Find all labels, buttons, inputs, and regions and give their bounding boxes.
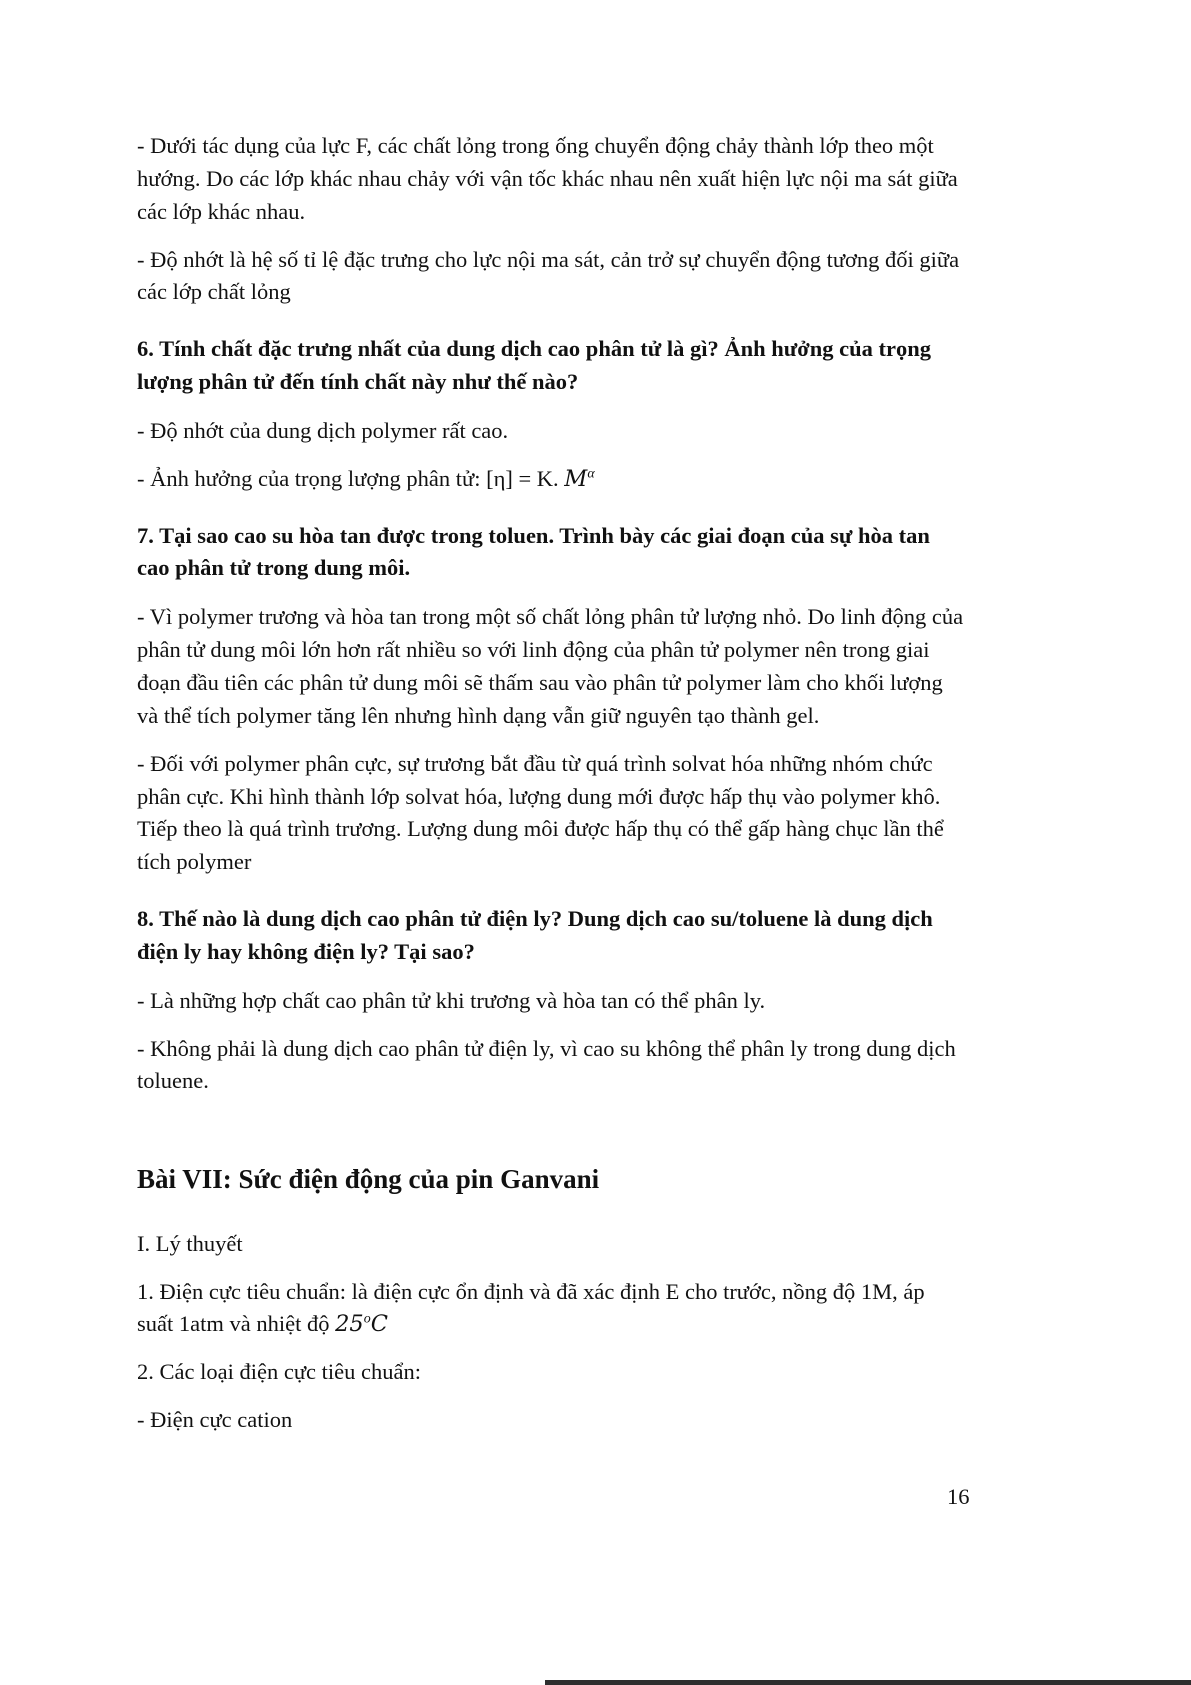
- bottom-edge-bar: [545, 1680, 1191, 1685]
- temperature-unit: C: [370, 1311, 388, 1338]
- document-content: [137, 130, 965, 1452]
- question-8-answer-1: - Là những hợp chất cao phân tử khi trương và hòa tan có thể phân ly.: [137, 987, 766, 1013]
- page-number: 16: [947, 1484, 970, 1509]
- electrode-cation-item: - Điện cực cation: [137, 1407, 293, 1433]
- paragraph-viscosity-definition: - Độ nhớt là hệ số tỉ lệ đặc trưng cho lực nội ma sát, cản trở sự chuyển động tương đối giữa các lớp chất lỏng: [137, 246, 960, 305]
- formula-exponent-alpha: α: [587, 466, 595, 482]
- theory-label: I. Lý thuyết: [137, 1230, 243, 1256]
- temperature-degree-sup: o: [363, 1311, 371, 1327]
- temperature-value: 25: [335, 1311, 364, 1338]
- paragraph-viscosity-flow: - Dưới tác dụng của lực F, các chất lỏng trong ống chuyển động chảy thành lớp theo một hướng. Do các lớp khác nhau chảy với vận tốc khác nhau nên xuất hiện lực nội ma sát giữa các lớp khác nhau.: [137, 133, 958, 224]
- question-7-answer-2: - Đối với polymer phân cực, sự trương bắt đầu từ quá trình solvat hóa những nhóm chức phân cực. Khi hình thành lớp solvat hóa, lượng dung mới được hấp thụ vào polymer khô. Tiếp theo là quá trình trương. Lượng dung môi được hấp thụ có thể gấp hàng chục lần thể tích polymer: [137, 750, 944, 875]
- question-8-answer-2: - Không phải là dung dịch cao phân tử điện ly, vì cao su không thể phân ly trong dung dịch toluene.: [137, 1035, 956, 1094]
- question-6-heading: 6. Tính chất đặc trưng nhất của dung dịch cao phân tử là gì? Ảnh hưởng của trọng lượng phân tử đến tính chất này như thế nào?: [137, 336, 931, 395]
- question-8-heading: 8. Thế nào là dung dịch cao phân tử điện ly? Dung dịch cao su/toluene là dung dịch điện ly hay không điện ly? Tại sao?: [137, 906, 933, 964]
- question-6-answer-2-formula: [137, 463, 965, 496]
- question-6-answer-1: - Độ nhớt của dung dịch polymer rất cao.: [137, 417, 509, 443]
- formula-variable-m: M: [564, 465, 588, 492]
- question-7-heading: 7. Tại sao cao su hòa tan được trong toluen. Trình bày các giai đoạn của sự hòa tan cao phân tử trong dung môi.: [137, 522, 930, 581]
- electrode-definition-text: 1. Điện cực tiêu chuẩn: là điện cực ổn định và đã xác định E cho trước, nồng độ 1M, áp suất 1atm và nhiệt độ: [137, 1278, 925, 1337]
- electrode-types-label: 2. Các loại điện cực tiêu chuẩn:: [137, 1359, 421, 1385]
- section-vii-title: Bài VII: Sức điện động của pin Ganvani: [137, 1164, 600, 1195]
- formula-prefix: - Ảnh hưởng của trọng lượng phân tử: [η] = K.: [137, 465, 565, 491]
- standard-electrode-definition: [137, 1276, 965, 1342]
- question-7-answer-1: - Vì polymer trương và hòa tan trong một số chất lỏng phân tử lượng nhỏ. Do linh động của phân tử dung môi lớn hơn rất nhiều so với linh động của phân tử polymer nên trong giai đoạn đầu tiên các phân tử dung môi sẽ thấm sau vào phân tử polymer làm cho khối lượng và thể tích polymer tăng lên nhưng hình dạng vẫn giữ nguyên tạo thành gel.: [137, 604, 964, 728]
